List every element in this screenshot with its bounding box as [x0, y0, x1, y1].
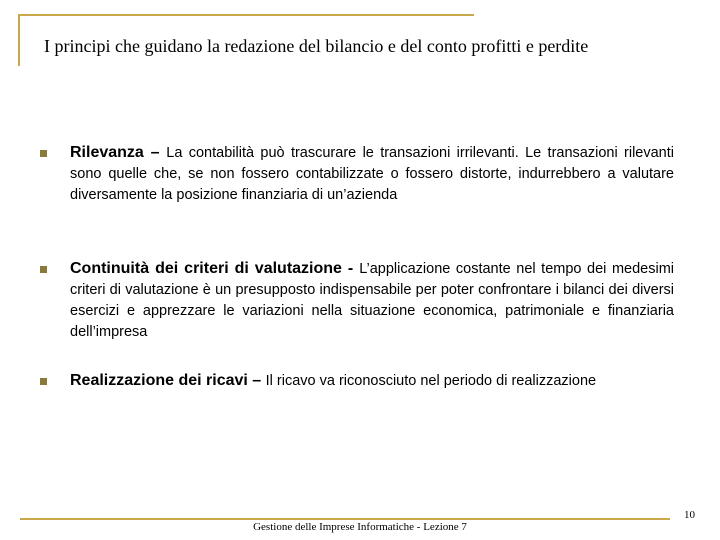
- bullet-text: [70, 370, 674, 392]
- bullet-heading: Rilevanza –: [70, 144, 167, 161]
- bullet-body: Il ricavo va riconosciuto nel periodo di realizzazione: [265, 373, 597, 389]
- frame-top-line: [18, 14, 474, 16]
- bullet-text: [70, 258, 674, 343]
- bullet-heading: Realizzazione dei ricavi –: [70, 372, 266, 389]
- slide-title: I principi che guidano la redazione del bilancio e del conto profitti e perdite: [44, 36, 589, 56]
- square-bullet-icon: [40, 378, 47, 385]
- bullet-text: [70, 142, 674, 206]
- frame-left-line: [18, 14, 20, 66]
- bullet-body: L’applicazione costante nel tempo dei medesimi criteri di valutazione è un presupposto indispensabile per poter confrontare i bilanci dei diversi esercizi e apprezzare le variazioni nella situazione economica, patrimoniale e finanziaria dell’impresa: [70, 261, 674, 340]
- square-bullet-icon: [40, 266, 47, 273]
- page-number: 10: [684, 509, 695, 521]
- footer-caption: Gestione delle Imprese Informatiche - Lezione 7: [253, 521, 467, 533]
- bullet-heading: Continuità dei criteri di valutazione -: [70, 260, 360, 277]
- bullet-body: La contabilità può trascurare le transazioni irrilevanti. Le transazioni rilevanti sono quelle che, se non fossero contabilizzate o fossero distorte, indurrebbero a valutare diversamente la posizione finanziaria di un’azienda: [70, 145, 674, 203]
- square-bullet-icon: [40, 150, 47, 157]
- footer-divider: [20, 518, 670, 520]
